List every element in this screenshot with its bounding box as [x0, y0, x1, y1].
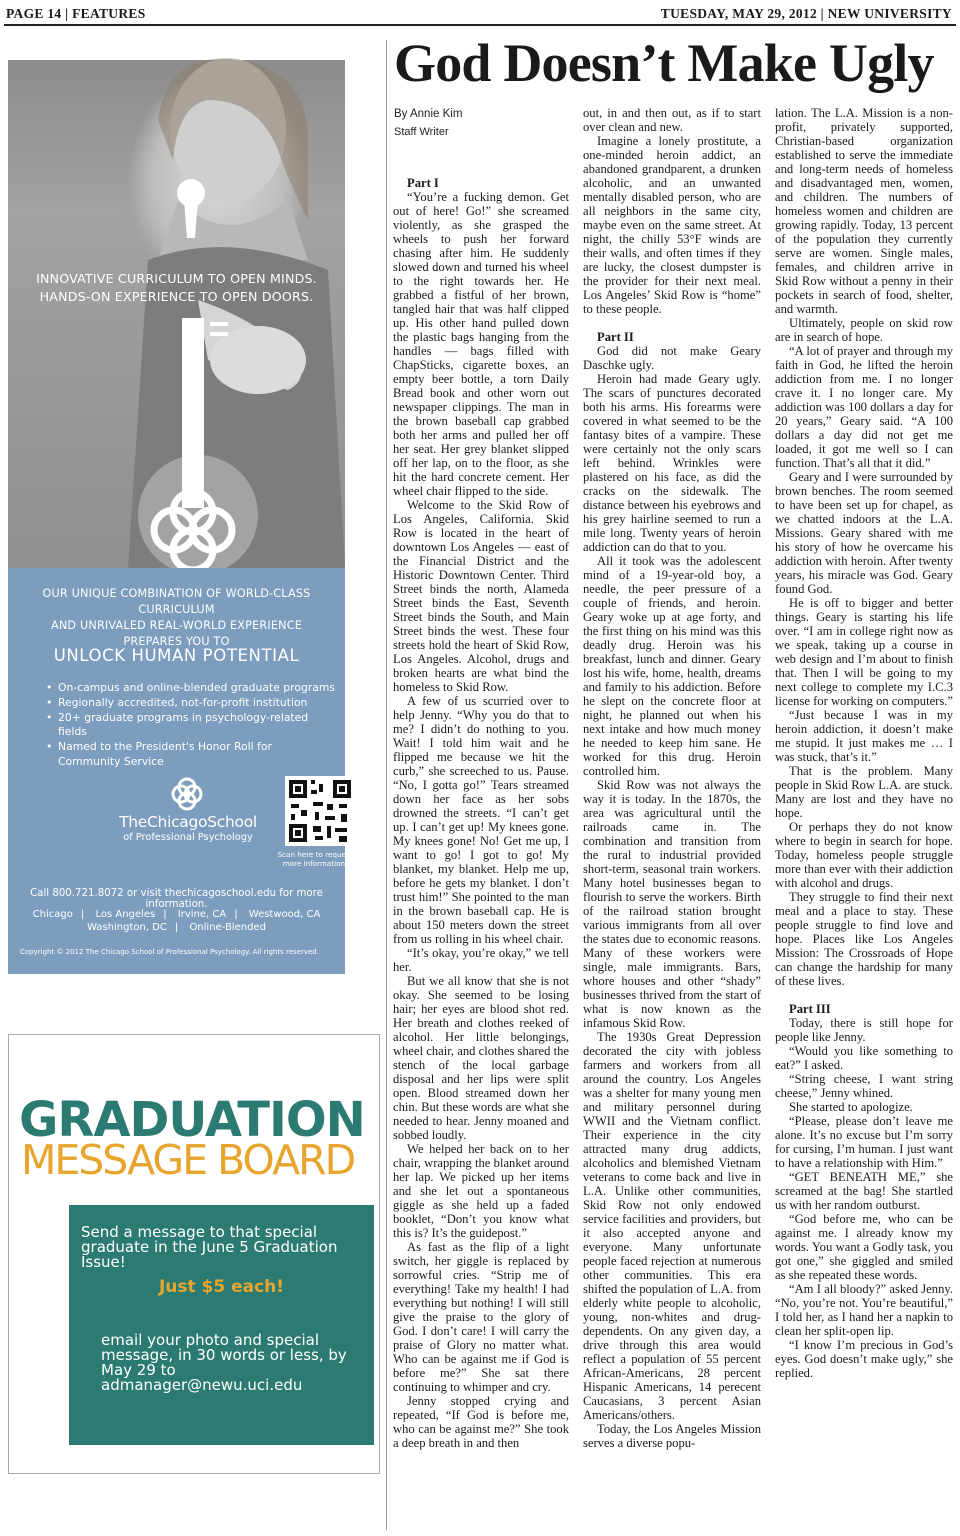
ad-photo — [8, 60, 345, 568]
section-head-part-3: Part III — [789, 1002, 831, 1016]
paragraph: Heroin had made Geary ugly. The scars of punctures decorated both his arms. His forearms were covered in what seemed to be the fantasy bites of a vampire. These were certainly not the only scars left behind. Wrinkles were plastered on his face, as did the cracks on the sidewalk. The distance between his eyebrows and his grey hairline seemed to run a mile long. Twenty years of heroin addiction can do that to you. — [583, 372, 761, 554]
paragraph: He is off to bigger and better things. Geary is starting his life over. “I am in college right now as we speak, taking up a course in web design and I’m about to finish that. Then I will be going to my next college to complete my I.C.3 license for working on computers.” — [775, 596, 954, 708]
paragraph: Today, the Los Angeles Mission serves a diverse popu- — [583, 1422, 761, 1450]
city: Los Angeles — [95, 909, 156, 920]
paragraph: A few of us scurried over to help Jenny. “Why you do that to me? I didn’t do nothing to you. Wait! I told him wait and he flipped me because we hit the curb,” she screeched to us. Pause. “No, I gotta go!” Tears streamed down her face as her sobs drowned the streets. “I can’t get up. I can’t get up! My knees gone. My knees gone! No! Get me up, I want to go! I got to go! My blanket, my blanket. Help me up, before he gets my blanket. I don’t trust him!” She pointed to the man in the brown baseball cap. He is about 150 meters down the street from us rolling in his wheel chair. — [393, 694, 569, 946]
city: Chicago — [32, 909, 73, 920]
section-head-part-2: Part II — [597, 330, 634, 344]
bullet-item: • Named to the President's Honor Roll for Community Service — [46, 740, 336, 770]
article-column-1 — [393, 176, 569, 1450]
graduation-title: GRADUATION — [19, 1092, 365, 1148]
bullet-item: • Regionally accredited, not-for-profit institution — [46, 696, 336, 711]
city: Online-Blended — [189, 922, 266, 933]
article-column-2 — [583, 106, 761, 1450]
tagline-line-1: INNOVATIVE CURRICULUM TO OPEN MINDS. — [36, 271, 317, 286]
graduation-price: Just $5 each! — [158, 1277, 285, 1297]
paragraph: lation. The L.A. Mission is a non-profit, privately supported, Christian-based organization established to serve the immediate and long-term needs of homeless and disadvantaged men, women, and children. The numbers of homeless women and children are growing rapidly. Today, 13 percent of the population they currently serve are women. Single males, females, and children arrive in Skid Row without a penny in their pockets in search of food, shelter, and warmth. — [775, 106, 953, 316]
graduation-invite: Send a message to that special graduate in the June 5 Graduation Issue! — [81, 1223, 338, 1271]
paragraph: “Please, please don’t leave me alone. It’s no excuse but I’m sorry for cursing, I’m human. I just want to have a relationship with Him.” — [775, 1114, 953, 1170]
chicago-school-ad — [8, 60, 353, 974]
paragraph: She started to apologize. — [789, 1100, 913, 1114]
ad-copyright: Copyright © 2012 The Chicago School of Professional Psychology. All rights reserved. — [20, 948, 319, 956]
intro-line-3: PREPARES YOU TO — [123, 635, 230, 648]
paragraph: “GET BENEATH ME,” she screamed at the bag! She startled us with her random outburst. — [775, 1170, 953, 1212]
paragraph: We helped her back on to her chair, wrapping the blanket around her lap. We picked up her items and she let out a spontaneous giggle as she held up a faded booklet, “Don’t you know what this is? It’s the guidepost.” — [393, 1142, 569, 1240]
paragraph: Jenny stopped crying and repeated, “If God is before me, who can be against me?” She took a deep breath in and then — [393, 1394, 569, 1450]
column-rule — [386, 40, 387, 1530]
paragraph: “You’re a fucking demon. Get out of here! Go!” she screamed violently, as she grasped the wheels to push her forward chasing after him. He suddenly slowed down and turned his wheel to the right towards her. He grabbed a fistful of her brown, tangled hair that was half clipped up. His other hand pulled down the plastic bags hanging from the handles — bags filled with ChapSticks, cigarette boxes, an empty beer bottle, a torn Daily Bread book and other worn out newspaper clippings. The man in the brown baseball cap grabbed both her arms and pulled her off her seat. Her grey blanket slipped off her lap, on to the floor, as she hit the hard concrete cement. Her wheel chair flipped to the side. — [393, 190, 569, 498]
ad-headline: UNLOCK HUMAN POTENTIAL — [53, 646, 300, 665]
ad-contact: Call 800.721.8072 or visit thechicagoschool.edu for more information. — [30, 888, 323, 910]
ad-locations: Chicago | Los Angeles | Irvine, CA | Westwood, CA Washington, DC | Online-Blended — [32, 909, 321, 933]
paragraph: “I know I’m precious in God’s eyes. God doesn’t make ugly,” she replied. — [775, 1338, 953, 1380]
ad-tagline — [8, 270, 345, 306]
paragraph: As fast as the flip of a light switch, her giggle is replaced by sorrowful cries. “Strip me of everything! Take my health! I had everything but nothing! I will still give the praise to the glory of God. I don’t care! I will carry the praise of Glory no matter what. Who can be against me if God is before me?” She sat there continuing to whimper and cry. — [393, 1240, 569, 1394]
paragraph: Welcome to the Skid Row of Los Angeles, California. Skid Row is located in the heart of downtown Los Angeles — east of the Financial District and the Historic Downtown Center. Third Street binds the north, Alameda Street binds the East, Seventh Street binds the South, and Main Street binds the west. These four streets hold the heart of Skid Row, Los Angeles. Alcohol, drugs and broken hearts are what bind the homeless to Skid Row. — [393, 498, 569, 694]
paragraph: All it took was the adolescent mind of a 19-year-old boy, a needle, the peer pressure of a couple of friends, and heroin. Geary woke up at age forty, and the first thing on his mind was this deadly drug. Heroin was his breakfast, lunch and dinner. Geary lost his wife, home, health, dreams and family to his addiction. Before he slept on the concrete floor at night, he planned out when his next intake and how much money he needed to keep him sane. He worked for this drug. Heroin controlled him. — [583, 554, 761, 778]
byline-title: Staff Writer — [394, 126, 449, 138]
issue-date: TUESDAY, MAY 29, 2012 | NEW UNIVERSITY — [660, 6, 952, 21]
graduation-instructions: email your photo and special message, in 30 words or less, by May 29 to admanager@newu.uci.edu — [101, 1331, 347, 1394]
bullet-item: • 20+ graduate programs in psychology-related fields — [46, 711, 336, 741]
paragraph: Or perhaps they do not know where to begin in search for hope. Today, homeless people struggle more than ever with their addiction with alcohol and drugs. — [775, 820, 953, 890]
city: Washington, DC — [87, 922, 167, 933]
ad-intro — [8, 586, 345, 650]
paragraph: “String cheese, I want string cheese,” Jenny whined. — [775, 1072, 953, 1100]
qr-caption-line-1: Scan here to request — [277, 850, 353, 859]
city: Westwood, CA — [248, 909, 321, 920]
article-column-3 — [775, 106, 953, 1380]
qr-code-icon[interactable] — [285, 776, 355, 846]
section-head-part-1: Part I — [407, 176, 439, 190]
woman-photo-illustration — [8, 60, 345, 568]
paragraph: But we all know that she is not okay. She seemed to be losing hair; her eyes are blood shot red. Her breath and clothes reeked of alcohol. Her little belongings, wheel chair, and clothes shared the stench of the local garbage disposal and her lips were split open. Blood streamed down her chin. But these words are what she needed to hear. Jenny moaned and sobbed loudly. — [393, 974, 569, 1142]
paragraph: “It’s okay, you’re okay,” we tell her. — [393, 946, 569, 974]
qr-caption-line-2: more information. — [282, 859, 348, 868]
paragraph: out, in and then out, as if to start over clean and new. — [583, 106, 761, 134]
paragraph: They struggle to find their next meal and a place to stay. These people struggle to find love and hope. Places like Los Angeles Mission: The Crossroads of Hope can change the hardship for many of these lives. — [775, 890, 953, 988]
ad-bullet-list — [46, 681, 336, 770]
paragraph: Geary and I were surrounded by brown benches. The room seemed to have been set up for chapel, as we chatted indoors at the L.A. Missions. Geary shared with me his story of how he overcame his addiction with heroin. After twenty years, his miracle was God. Geary found God. — [775, 470, 953, 596]
page-folio: PAGE 14 | FEATURES — [6, 6, 146, 21]
paragraph: God did not make Geary Daschke ugly. — [583, 344, 761, 372]
paragraph: Imagine a lonely prostitute, a one-minded heroin addict, an abandoned grandparent, a drunken alcoholic, and an unwanted mentally disabled person, who are all neighbors in the same city, maybe even on the same street. At night, the chilly 53°F winds are their walls, and often times if they are lucky, the closest dumpster is the provider for their next meal. Los Angeles’ Skid Row is “home” to these people. — [583, 134, 761, 316]
paragraph: “Am I all bloody?” asked Jenny. “No, you’re not. You’re beautiful,” I told her, as I hand her a napkin to clean her split-open lip. — [775, 1282, 953, 1338]
graduation-ad — [8, 1034, 380, 1474]
logo-subtitle: of Professional Psychology — [123, 832, 253, 843]
paragraph: That is the problem. Many people in Skid Row L.A. are stuck. Many are lost and they have no hope. — [775, 764, 953, 820]
graduation-info-box — [69, 1205, 374, 1445]
qr-caption — [270, 850, 360, 868]
paragraph: “Just because I was in my heroin addiction, it doesn’t make me stupid. It just makes me … I was stuck, that’s it.” — [775, 708, 953, 764]
ad-info-panel — [8, 568, 353, 974]
city: Irvine, CA — [177, 909, 227, 920]
tagline-line-2: HANDS-ON EXPERIENCE TO OPEN DOORS. — [39, 289, 314, 304]
paragraph: “God before me, who can be against me. I already know my words. You want a Godly task, you got one,” she giggled and smiled as she repeated these words. — [775, 1212, 953, 1282]
intro-line-2: AND UNRIVALED REAL-WORLD EXPERIENCE — [51, 619, 302, 632]
paragraph: The 1930s Great Depression decorated the city with jobless farmers and workers from all around the country. Los Angeles was a shelter for many young men and military personnel during WWII and the Vietnam conflict. Their experience in the city attracted many drug addicts, alcoholics and blemished Vietnam veterans to come back and live in L.A. Unlike other communities, Skid Row not only endowed service facilities and providers, but it also accepted anyone and everyone. Many unfortunate people faced rejection at numerous other communities. This era shifted the population of L.A. from elderly white people to alcoholic, young, non-whites and drug-dependents. On any given day, a drive through this area would reflect a population of 55 percent African-Americans, 28 percent Hispanic Americans, 14 perecent Caucasians, 3 percent Asian Americans/others. — [583, 1030, 761, 1422]
paragraph: Ultimately, people on skid row are in search of hope. — [775, 316, 953, 344]
header-rule — [4, 24, 956, 26]
article-headline: God Doesn’t Make Ugly — [394, 33, 934, 93]
intro-line-1: OUR UNIQUE COMBINATION OF WORLD-CLASS CURRICULUM — [42, 587, 311, 616]
logo-name: TheChicagoSchool — [119, 813, 257, 831]
paragraph: “Would you like something to eat?” I asked. — [775, 1044, 953, 1072]
paragraph: “A lot of prayer and through my faith in God, he lifted the heroin addiction from me. I no longer crave it. I no longer care. My addiction was 100 dollars a day for 20 years,” Geary said. “A 100 dollars a day did not get me loaded, it got me well so I can function. That’s all that it did.” — [775, 344, 953, 470]
chicago-school-logo-icon — [168, 776, 206, 812]
message-board-title: MESSAGE BOARD — [21, 1136, 355, 1184]
byline: By Annie Kim — [394, 108, 463, 120]
paragraph: Today, there is still hope for people like Jenny. — [775, 1016, 953, 1044]
bullet-item: • On-campus and online-blended graduate programs — [46, 681, 336, 696]
paragraph: Skid Row was not always the way it is today. In the 1870s, the area was agricultural until the railroads came in. The combination and transition from the rural to industrial provided short-term, seasonal train workers. Many hotel businesses began to flourish to serve the workers. Birth of the railroad station brought various immigrants from all over the states due to economic reasons. Many of these workers were single, male immigrants. Bars, whore houses and other “shady” businesses thrived from the start of what is now known as the infamous Skid Row. — [583, 778, 761, 1030]
